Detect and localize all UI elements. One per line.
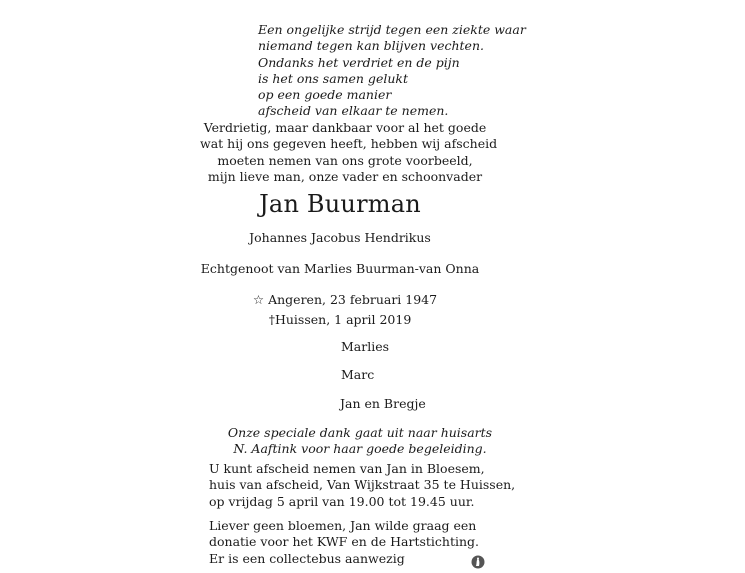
birth-text: Angeren, 23 februari 1947	[268, 292, 438, 307]
farewell-line: huis van afscheid, Van Wijkstraat 35 te Huissen,	[209, 477, 516, 493]
intro-line: wat hij ons gegeven heeft, hebben wij afscheid	[200, 136, 498, 152]
intro-line: mijn lieve man, onze vader en schoonvader	[207, 168, 483, 184]
thanks-line: N. Aaftink voor haar goede begeleiding.	[233, 441, 487, 456]
poem-line: op een goede manier	[258, 87, 392, 103]
thanks-text	[200, 425, 520, 457]
thanks-line: Onze speciale dank gaat uit naar huisarts	[227, 425, 493, 440]
poem-line: afscheid van elkaar te nemen.	[258, 103, 449, 119]
family-member: Marlies	[341, 339, 390, 354]
flowers-line: Liever geen bloemen, Jan wilde graag een	[209, 518, 477, 533]
deceased-name: Jan Buurman	[259, 190, 421, 218]
funeral-emblem-icon	[471, 554, 485, 568]
intro-line: moeten nemen van ons grote voorbeeld,	[217, 152, 473, 168]
farewell-line: U kunt afscheid nemen van Jan in Bloesem,	[209, 461, 485, 476]
star-icon: ☆	[252, 292, 265, 307]
family-member: Jan en Bregje	[340, 396, 426, 411]
intro-line: Verdrietig, maar dankbaar voor al het goede	[203, 120, 487, 135]
poem-line: niemand tegen kan blijven vechten.	[258, 38, 484, 54]
poem-line: Een ongelijke strijd tegen een ziekte waar	[258, 22, 526, 37]
spouse-line: Echtgenoot van Marlies Buurman-van Onna	[200, 261, 480, 276]
poem-line: is het ons samen gelukt	[258, 70, 408, 86]
farewell-line: op vrijdag 5 april van 19.00 tot 19.45 uur.	[209, 493, 475, 509]
birth-line	[0, 292, 690, 307]
death-line	[0, 312, 680, 327]
family-member: Marc	[341, 367, 375, 382]
farewell-info	[209, 461, 515, 510]
intro-text	[200, 120, 498, 185]
poem	[258, 22, 526, 120]
flowers-info	[209, 518, 479, 567]
poem-line: Ondanks het verdriet en de pijn	[258, 54, 460, 70]
flowers-line: Er is een collectebus aanwezig	[209, 550, 405, 566]
cross-icon: †	[268, 312, 275, 327]
flowers-line: donatie voor het KWF en de Hartstichting.	[209, 534, 479, 550]
death-text: Huissen, 1 april 2019	[274, 312, 412, 327]
deceased-full-name: Johannes Jacobus Hendrikus	[249, 230, 431, 245]
